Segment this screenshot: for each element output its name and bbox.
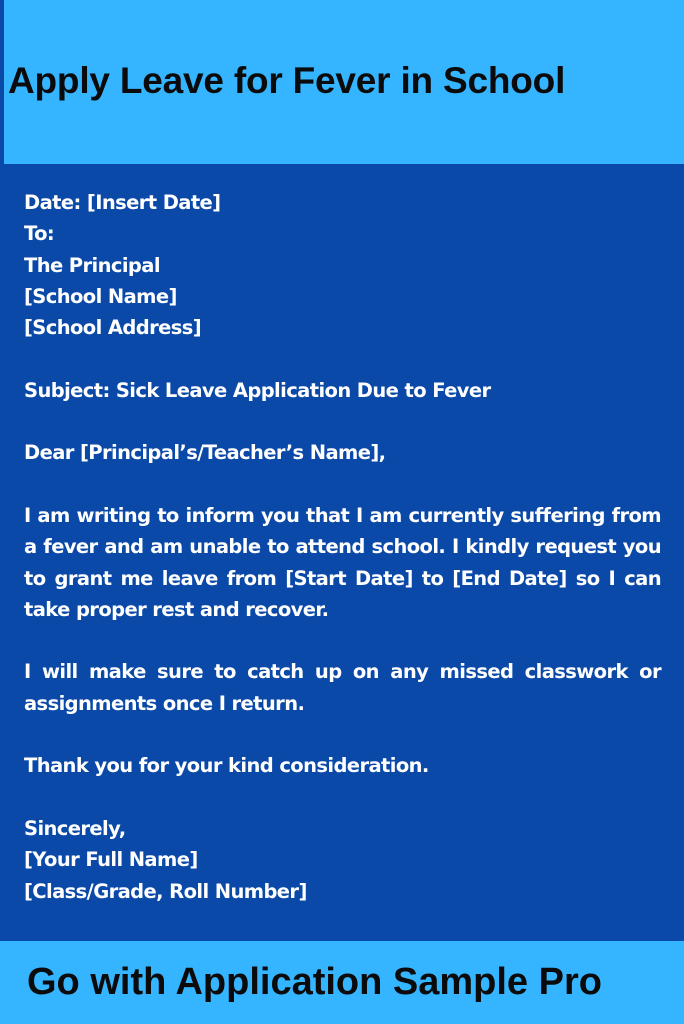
- to-line: To:: [24, 222, 55, 246]
- footer-banner: [0, 941, 684, 1024]
- letter-body: [0, 164, 684, 941]
- date-line: Date: [Insert Date]: [24, 191, 221, 214]
- footer-text: Go with Application Sample Pro: [27, 961, 602, 1003]
- sender-name-line: [Your Full Name]: [24, 848, 198, 872]
- school-address-line: [School Address]: [24, 316, 202, 340]
- title-banner: [0, 0, 684, 164]
- body-paragraph: Thank you for your kind consideration.: [24, 754, 429, 778]
- body-paragraph: I am writing to inform you that I am currently suffering from a fever and am unable to attend school. I kindly request you to grant me leave from [Start Date] to [End Date] so I can take proper rest and recover.: [24, 503, 661, 621]
- school-name-line: [School Name]: [24, 284, 177, 308]
- sender-details-line: [Class/Grade, Roll Number]: [24, 879, 307, 903]
- page-title: Apply Leave for Fever in School: [8, 60, 566, 101]
- salutation-line: Dear [Principal’s/Teacher’s Name],: [24, 441, 386, 465]
- recipient-line: The Principal: [24, 253, 160, 277]
- closing-line: Sincerely,: [24, 816, 126, 840]
- body-paragraph: I will make sure to catch up on any missed classwork or assignments once I return.: [24, 660, 661, 715]
- letter-text: [24, 187, 661, 907]
- subject-line: Subject: Sick Leave Application Due to Fever: [24, 378, 491, 402]
